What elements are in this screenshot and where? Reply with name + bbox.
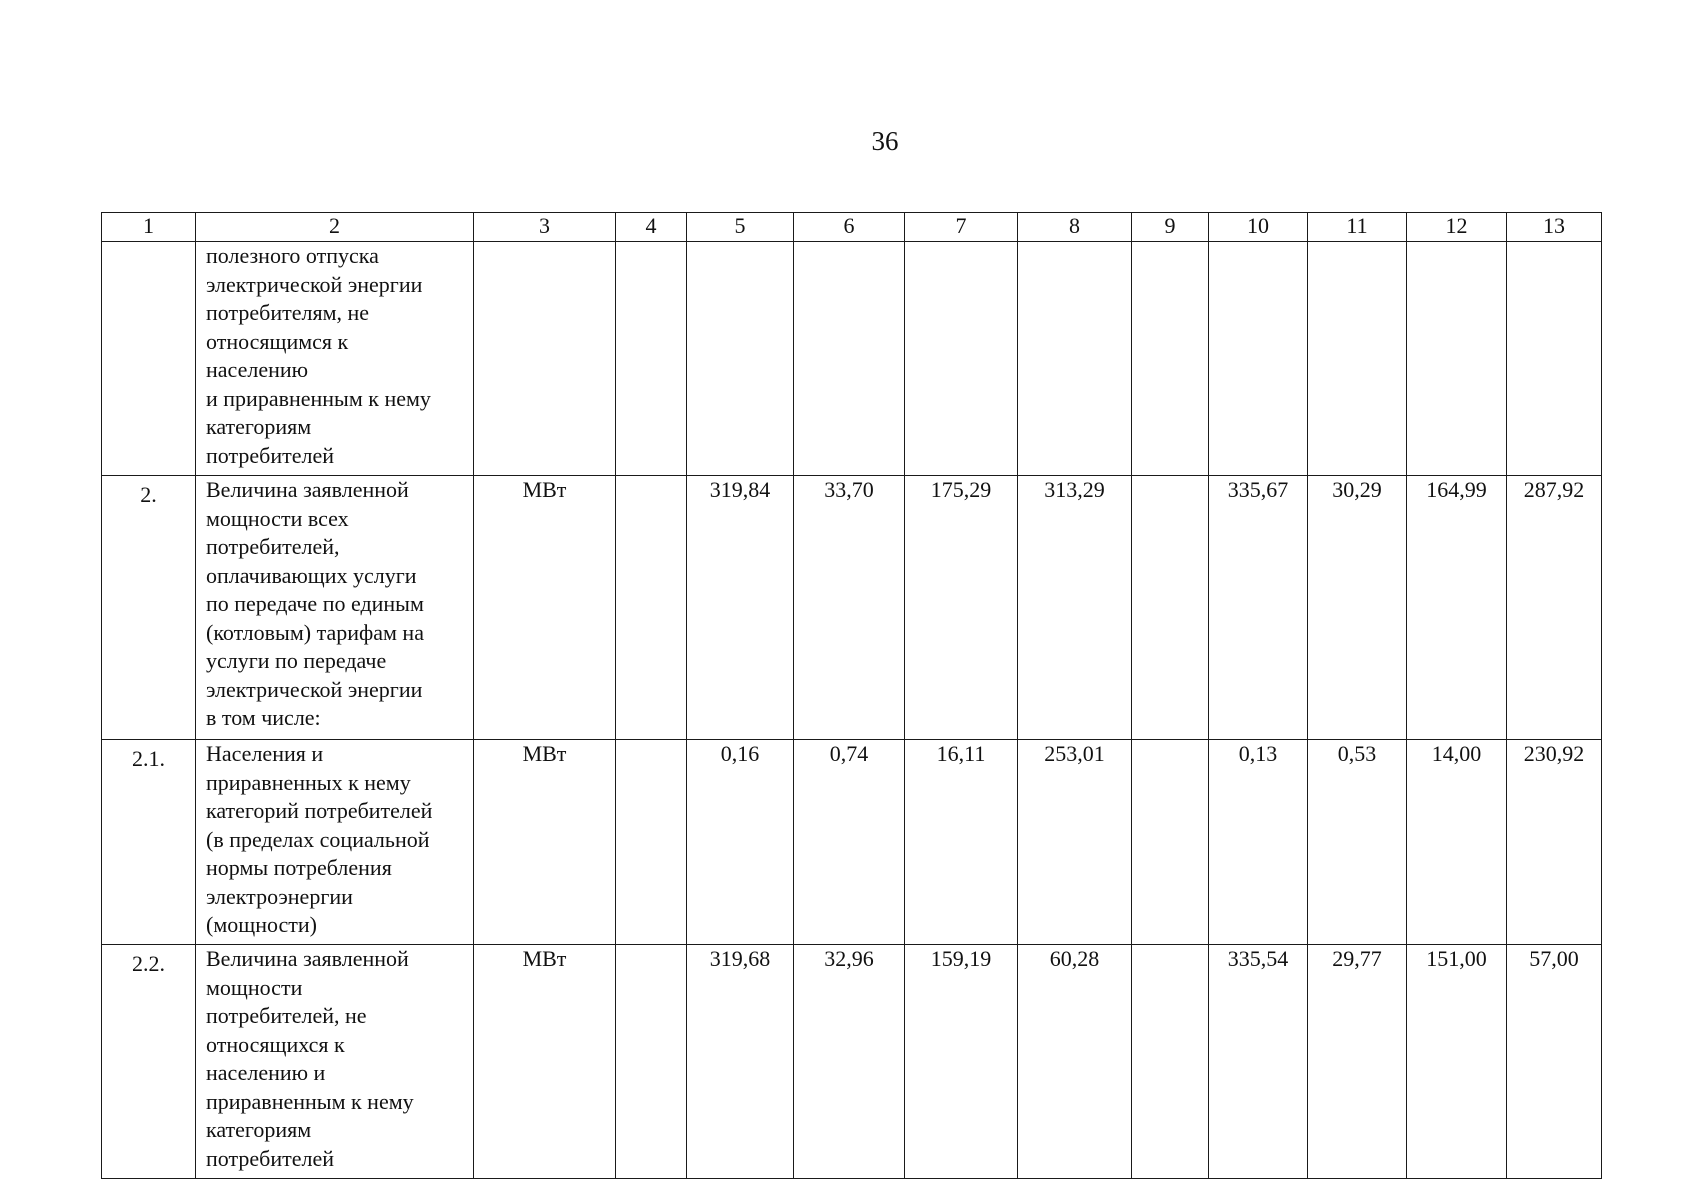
value-cell <box>1407 242 1507 476</box>
column-number: 7 <box>905 213 1018 242</box>
column-number: 9 <box>1132 213 1209 242</box>
value-cell: 16,11 <box>905 740 1018 945</box>
row-description: полезного отпуска электрической энергии потребителям, не относящимся к населению и приравненным к нему категориям потребителей <box>196 242 474 476</box>
row-unit <box>474 242 616 476</box>
table-row <box>102 242 1602 476</box>
column-number: 8 <box>1018 213 1132 242</box>
row-description: Величина заявленной мощности потребителей, не относящихся к населению и приравненным к нему категориям потребителей <box>196 945 474 1179</box>
value-cell: 319,84 <box>687 476 794 740</box>
value-cell <box>1507 242 1602 476</box>
column-number: 2 <box>196 213 474 242</box>
row-description: Населения и приравненных к нему категорий потребителей (в пределах социальной нормы потребления электроэнергии (мощности) <box>196 740 474 945</box>
table-row <box>102 740 1602 945</box>
value-cell <box>1209 242 1308 476</box>
value-cell: 335,67 <box>1209 476 1308 740</box>
data-table <box>101 212 1602 1179</box>
value-cell: 33,70 <box>794 476 905 740</box>
column-number: 13 <box>1507 213 1602 242</box>
column-number: 5 <box>687 213 794 242</box>
value-cell <box>616 945 687 1179</box>
value-cell: 287,92 <box>1507 476 1602 740</box>
value-cell: 32,96 <box>794 945 905 1179</box>
column-number: 3 <box>474 213 616 242</box>
value-cell: 60,28 <box>1018 945 1132 1179</box>
value-cell <box>1132 945 1209 1179</box>
value-cell: 230,92 <box>1507 740 1602 945</box>
column-number: 11 <box>1308 213 1407 242</box>
table-row <box>102 945 1602 1179</box>
row-number: 2.1. <box>102 740 196 945</box>
value-cell: 0,53 <box>1308 740 1407 945</box>
value-cell: 30,29 <box>1308 476 1407 740</box>
value-cell: 313,29 <box>1018 476 1132 740</box>
value-cell <box>616 242 687 476</box>
value-cell: 159,19 <box>905 945 1018 1179</box>
value-cell: 0,13 <box>1209 740 1308 945</box>
value-cell: 164,99 <box>1407 476 1507 740</box>
row-number <box>102 242 196 476</box>
value-cell: 335,54 <box>1209 945 1308 1179</box>
value-cell <box>616 476 687 740</box>
value-cell: 319,68 <box>687 945 794 1179</box>
column-number: 6 <box>794 213 905 242</box>
column-number: 12 <box>1407 213 1507 242</box>
value-cell <box>1132 740 1209 945</box>
row-description: Величина заявленной мощности всех потребителей, оплачивающих услуги по передаче по единым (котловым) тарифам на услуги по передаче электрической энергии в том числе: <box>196 476 474 740</box>
value-cell <box>905 242 1018 476</box>
value-cell: 29,77 <box>1308 945 1407 1179</box>
value-cell <box>1132 242 1209 476</box>
page-number: 36 <box>871 126 899 156</box>
value-cell <box>1132 476 1209 740</box>
value-cell <box>1018 242 1132 476</box>
value-cell: 0,74 <box>794 740 905 945</box>
column-number: 4 <box>616 213 687 242</box>
table-row <box>102 476 1602 740</box>
value-cell: 253,01 <box>1018 740 1132 945</box>
value-cell: 57,00 <box>1507 945 1602 1179</box>
value-cell <box>1308 242 1407 476</box>
value-cell <box>616 740 687 945</box>
value-cell <box>794 242 905 476</box>
value-cell: 0,16 <box>687 740 794 945</box>
column-number: 10 <box>1209 213 1308 242</box>
row-unit: МВт <box>474 740 616 945</box>
value-cell: 14,00 <box>1407 740 1507 945</box>
row-unit: МВт <box>474 945 616 1179</box>
table-header-row <box>102 213 1602 242</box>
value-cell <box>687 242 794 476</box>
column-number: 1 <box>102 213 196 242</box>
row-number: 2.2. <box>102 945 196 1179</box>
value-cell: 151,00 <box>1407 945 1507 1179</box>
value-cell: 175,29 <box>905 476 1018 740</box>
row-number: 2. <box>102 476 196 740</box>
row-unit: МВт <box>474 476 616 740</box>
